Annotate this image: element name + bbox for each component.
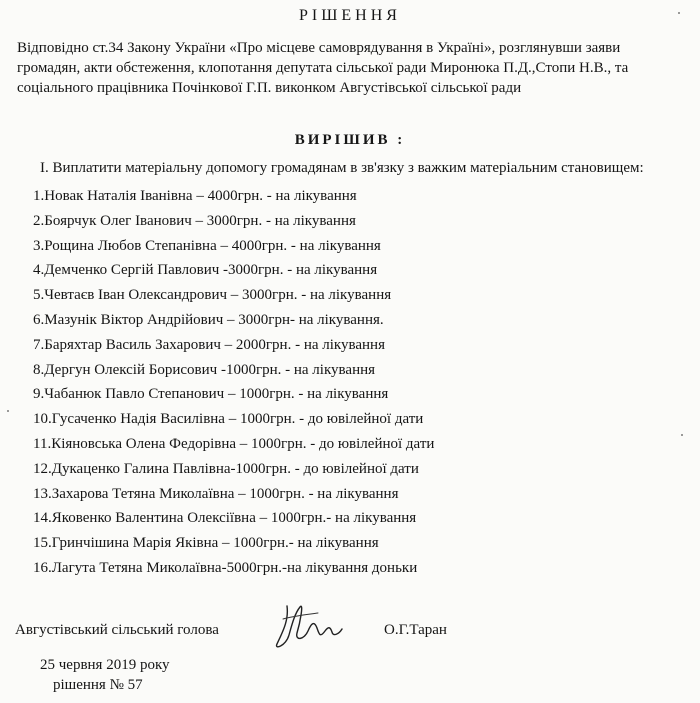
list-item: 9.Чабанюк Павло Степанович – 1000грн. - на лікування xyxy=(33,386,389,403)
list-item: 14.Яковенко Валентина Олексіївна – 1000грн.- на лікування xyxy=(33,510,417,527)
signature-position: Августівський сільський голова xyxy=(15,622,219,638)
list-item: 12.Дукаценко Галина Павлівна-1000грн. - до ювілейної дати xyxy=(33,460,419,477)
recipient-list xyxy=(33,186,693,583)
decision-number: рішення № 57 xyxy=(53,677,143,693)
decision-date: 25 червня 2019 року xyxy=(40,657,170,673)
list-item: 13.Захарова Тетяна Миколаївна – 1000грн. - на лікування xyxy=(33,485,399,502)
signature-name: О.Г.Таран xyxy=(384,622,447,638)
list-item: 8.Дергун Олексій Борисович -1000грн. - на лікування xyxy=(33,361,376,378)
list-item: 3.Рощина Любов Степанівна – 4000грн. - на лікування xyxy=(33,237,381,254)
scan-speck xyxy=(681,434,683,436)
list-item: 1.Новак Наталія Іванівна – 4000грн. - на лікування xyxy=(33,188,357,204)
payment-point: І. Виплатити матеріальну допомогу громадянам в зв'язку з важким матеріальним становищем: xyxy=(40,160,644,176)
list-item: 15.Гринчішина Марія Яківна – 1000грн.- на лікування xyxy=(33,535,379,552)
list-item: 2.Боярчук Олег Іванович – 3000грн. - на лікування xyxy=(33,212,356,229)
list-item: 10.Гусаченко Надія Василівна – 1000грн. - до ювілейної дати xyxy=(33,411,424,428)
intro-line-2: громадян, акти обстеження, клопотання депутата сільської ради Миронюка П.Д.,Стопи Н.В., та xyxy=(17,60,629,76)
scan-speck xyxy=(678,12,680,14)
list-item: 11.Кіяновська Олена Федорівна – 1000грн. - до ювілейної дати xyxy=(33,435,435,452)
intro-line-3: соціального працівника Почінкової Г.П. виконком Августівської сільської ради xyxy=(17,80,522,96)
handwritten-signature xyxy=(265,598,360,653)
decision-heading: ВИРІШИВ : xyxy=(294,132,406,148)
list-item: 7.Баряхтар Василь Захарович – 2000грн. - на лікування xyxy=(33,336,385,353)
document-title: РІШЕННЯ xyxy=(299,7,401,24)
list-item: 16.Лагута Тетяна Миколаївна-5000грн.-на лікування доньки xyxy=(33,559,418,576)
list-item: 6.Мазунік Віктор Андрійович – 3000грн- на лікування. xyxy=(33,311,384,328)
list-item: 5.Чевтаєв Іван Олександрович – 3000грн. - на лікування xyxy=(33,287,392,304)
scan-speck xyxy=(7,410,9,412)
list-item: 4.Демченко Сергій Павлович -3000грн. - на лікування xyxy=(33,262,378,279)
intro-line-1: Відповідно ст.34 Закону України «Про місцеве самоврядування в Україні», розглянувши заяви xyxy=(17,40,621,56)
